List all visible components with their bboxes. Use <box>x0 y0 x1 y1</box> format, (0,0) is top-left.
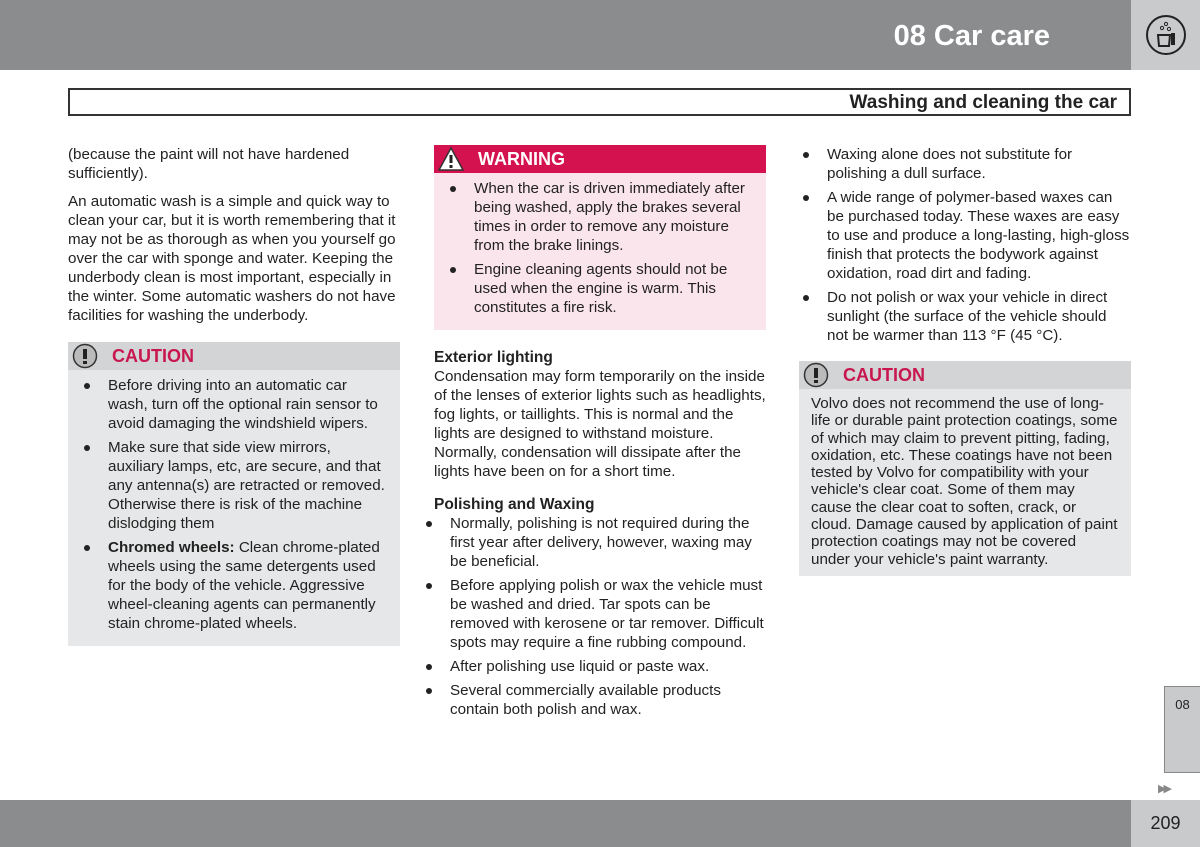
chapter-tab: 08 <box>1164 686 1200 773</box>
column-2 <box>434 145 766 724</box>
caution-box <box>799 361 1131 576</box>
column-1 <box>68 145 400 646</box>
heading-exterior-lighting: Exterior lighting <box>434 349 553 366</box>
chapter-icon-box <box>1131 0 1200 70</box>
chapter-title: 08 Car care <box>893 20 1050 52</box>
continue-arrows-icon: ▶▶ <box>1158 783 1169 795</box>
heading-polishing: Polishing and Waxing <box>434 496 595 513</box>
list-item: Waxing alone does not substitute for polishing a dull surface. <box>799 145 1131 183</box>
section-title: Washing and cleaning the car <box>68 88 1131 116</box>
list-item: A wide range of polymer-based waxes can be purchased today. These waxes are easy to use and produce a long-lasting, high-gloss finish that protects the bodywork against oxidation, road dirt and fading. <box>799 188 1131 283</box>
warning-box <box>434 145 766 330</box>
exclamation-icon <box>72 343 98 369</box>
page-number: 209 <box>1131 800 1200 847</box>
list-item: When the car is driven immediately after being washed, apply the brakes several times in order to remove any moisture from the brake linings. <box>446 179 756 255</box>
list-item: Before applying polish or wax the vehicle must be washed and dried. Tar spots can be removed with kerosene or tar remover. Difficult spots may require a fine rubbing compound. <box>422 576 766 652</box>
list-item: Engine cleaning agents should not be used when the engine is warm. This constitutes a fire risk. <box>446 260 756 317</box>
list-item: Do not polish or wax your vehicle in direct sunlight (the surface of the vehicle should not be warmer than 113 °F (45 °C). <box>799 288 1131 345</box>
warning-triangle-icon <box>438 146 464 172</box>
footer-bar <box>0 800 1131 847</box>
caution-text: Volvo does not recommend the use of long-life or durable paint protection coatings, some of which may claim to prevent pitting, fading, oxidation, etc. These coatings have not been tested by Volvo for compatibility with your vehicle's clear coat. Some of them may cause the clear coat to soften, crack, or cloud. Damage caused by application of paint protection coatings may not be covered under your vehicle's paint warranty. <box>811 395 1118 568</box>
paragraph: (because the paint will not have hardened sufficiently). <box>68 146 350 182</box>
list-item: Make sure that side view mirrors, auxiliary lamps, etc, are secure, and that any antenna(s) are retracted or removed. Otherwise there is risk of the machine dislodging them <box>80 438 390 533</box>
paragraph: An automatic wash is a simple and quick way to clean your car, but it is worth remembering that it may not be as thorough as when you yourself go over the car with sponge and water. Keeping the underbody clean is most important, especially in the winter. Some automatic washers do not have facilities for washing the underbody. <box>68 193 396 324</box>
list-item <box>80 538 390 633</box>
column-3 <box>799 145 1131 576</box>
exclamation-icon <box>803 362 829 388</box>
caution-title: CAUTION <box>843 364 925 385</box>
list-item: Several commercially available products contain both polish and wax. <box>422 681 766 719</box>
item-text: Clean chrome-plated wheels using the same detergents used for the body of the vehicle. Aggressive wheel-cleaning agents can permanently stain chrome-plated wheels. <box>108 539 380 632</box>
list-item: Normally, polishing is not required during the first year after delivery, however, waxing may be beneficial. <box>422 514 766 571</box>
chapter-header-bar <box>0 0 1131 70</box>
item-lead: Chromed wheels: <box>108 539 235 556</box>
warning-title: WARNING <box>478 148 565 169</box>
caution-box <box>68 342 400 646</box>
list-item: After polishing use liquid or paste wax. <box>422 657 766 676</box>
caution-title: CAUTION <box>112 345 194 366</box>
paragraph: Condensation may form temporarily on the inside of the lenses of exterior lights such as headlights, fog lights, or taillights. This is normal and the lights are designed to withstand moisture. Normally, condensation will dissipate after the lights have been on for a short time. <box>434 368 766 480</box>
bucket-sponge-icon <box>1144 13 1188 57</box>
list-item: Before driving into an automatic car wash, turn off the optional rain sensor to avoid damaging the windshield wipers. <box>80 376 390 433</box>
